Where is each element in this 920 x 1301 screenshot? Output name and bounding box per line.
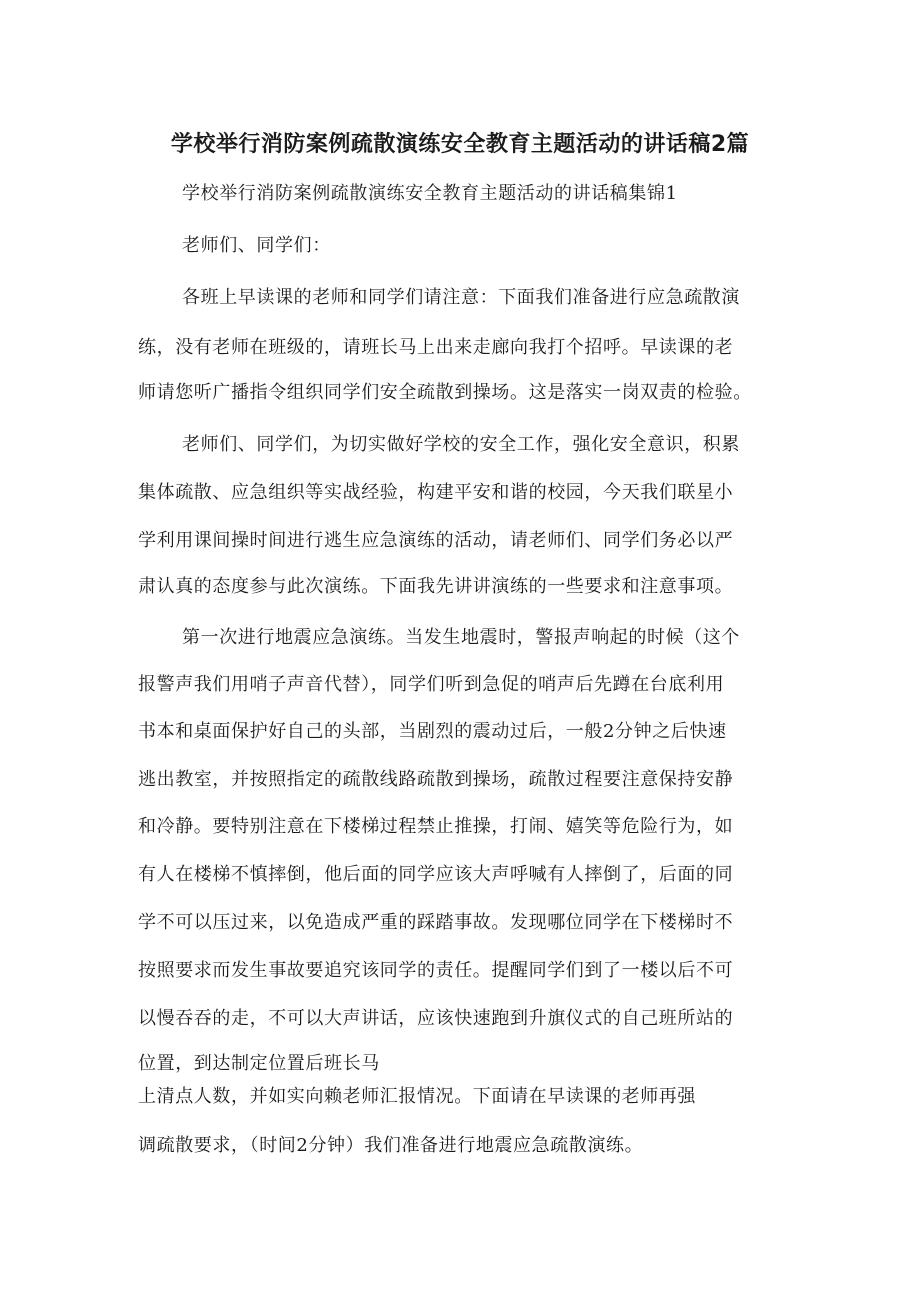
paragraph-line: 练，没有老师在班级的，请班长马上出来走廊向我打个招呼。早读课的老: [138, 337, 734, 358]
paragraph-line: 有人在楼梯不慎摔倒，他后面的同学应该大声呼喊有人摔倒了，后面的同: [138, 864, 734, 885]
paragraph-line: 学不可以压过来，以免造成严重的踩踏事故。发现哪位同学在下楼梯时不: [138, 912, 734, 933]
paragraph-line: 第一次进行地震应急演练。当发生地震时，警报声响起的时候（这个: [182, 627, 740, 648]
paragraph-line: 上清点人数，并如实向赖老师汇报情况。下面请在早读课的老师再强: [138, 1086, 696, 1107]
paragraph-line: 老师们、同学们，为切实做好学校的安全工作，强化安全意识，积累: [182, 434, 740, 455]
paragraph-line: 书本和桌面保护好自己的头部，当剧烈的震动过后，一般2分钟之后快速: [138, 721, 727, 742]
paragraph-line: 各班上早读课的老师和同学们请注意：下面我们准备进行应急疏散演: [182, 287, 740, 308]
paragraph-line: 调疏散要求，（时间2分钟）我们准备进行地震应急疏散演练。: [138, 1135, 644, 1156]
paragraph-line: 师请您听广播指令组织同学们安全疏散到操场。这是落实一岗双责的检验。: [138, 382, 752, 403]
paragraph-line: 逃出教室，并按照指定的疏散线路疏散到操场，疏散过程要注意保持安静: [138, 769, 734, 790]
paragraph-line: 位置，到达制定位置后班长马: [138, 1053, 380, 1074]
paragraph-line: 报警声我们用哨子声音代替），同学们听到急促的哨声后先蹲在台底利用: [138, 674, 725, 695]
paragraph-line: 集体疏散、应急组织等实战经验，构建平安和谐的校园，今天我们联星小: [138, 482, 734, 503]
paragraph-line: 以慢吞吞的走，不可以大声讲话，应该快速跑到升旗仪式的自己班所站的: [138, 1008, 734, 1029]
document-subtitle: 学校举行消防案例疏散演练安全教育主题活动的讲话稿集锦1: [182, 183, 678, 204]
paragraph-line: 和冷静。要特别注意在下楼梯过程禁止推操，打闹、嬉笑等危险行为，如: [138, 816, 734, 837]
document-title: 学校举行消防案例疏散演练安全教育主题活动的讲话稿2篇: [170, 132, 750, 157]
paragraph-line: 按照要求而发生事故要追究该同学的责任。提醒同学们到了一楼以后不可: [138, 960, 734, 981]
greeting-line: 老师们、同学们：: [182, 235, 331, 256]
paragraph-line: 肃认真的态度参与此次演练。下面我先讲讲演练的一些要求和注意事项。: [138, 576, 734, 597]
paragraph-line: 学利用课间操时间进行逃生应急演练的活动，请老师们、同学们务必以严: [138, 530, 734, 551]
